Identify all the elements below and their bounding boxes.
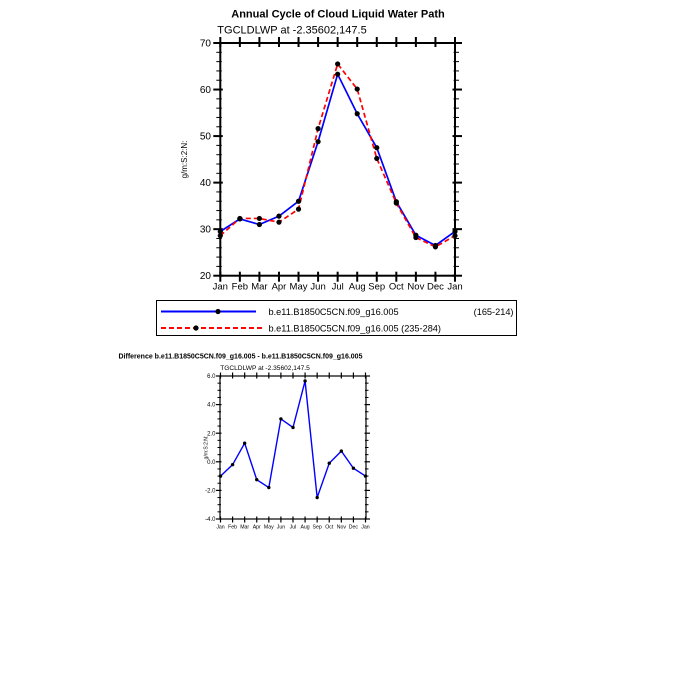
- svg-text:Jul: Jul: [331, 281, 344, 293]
- legend-entry-1-range: (165-214): [473, 307, 514, 317]
- svg-text:Mar: Mar: [240, 524, 250, 531]
- diff-chart-title: Difference b.e11.B1850C5CN.f09_g16.005 - b.e11.B1850C5CN.f09_g16.005: [118, 353, 363, 361]
- svg-text:Sep: Sep: [312, 524, 322, 531]
- svg-text:20: 20: [199, 271, 211, 283]
- svg-text:Dec: Dec: [348, 524, 359, 531]
- svg-text:Jan: Jan: [447, 281, 463, 293]
- svg-text:50: 50: [199, 131, 211, 143]
- svg-text:Jul: Jul: [289, 524, 297, 531]
- svg-text:Jan: Jan: [212, 281, 228, 293]
- svg-text:2.0: 2.0: [207, 431, 216, 438]
- svg-text:Jan: Jan: [216, 524, 225, 531]
- svg-text:Aug: Aug: [300, 524, 310, 531]
- svg-text:Sep: Sep: [368, 281, 386, 293]
- legend-entry-2-label: b.e11.B1850C5CN.f09_g16.005 (235-284): [268, 323, 441, 334]
- svg-text:Nov: Nov: [336, 524, 346, 531]
- legend-line-samples: [161, 309, 265, 331]
- svg-text:4.0: 4.0: [207, 402, 216, 409]
- svg-text:60: 60: [199, 85, 211, 97]
- svg-text:Oct: Oct: [388, 281, 404, 293]
- diff-chart-plot: [205, 373, 370, 531]
- svg-text:Dec: Dec: [426, 281, 444, 293]
- svg-text:-2.0: -2.0: [205, 488, 216, 495]
- svg-text:May: May: [289, 281, 308, 293]
- main-y-axis-label: g/m:S:2:N:: [180, 140, 189, 179]
- svg-text:Feb: Feb: [231, 281, 249, 293]
- svg-text:Nov: Nov: [407, 281, 425, 293]
- svg-text:Jun: Jun: [276, 524, 286, 531]
- diff-y-axis-label: g/m:S:2:N:: [203, 435, 210, 460]
- legend-entry-1-label: b.e11.B1850C5CN.f09_g16.005: [268, 307, 399, 317]
- main-chart-plot: [200, 37, 463, 293]
- svg-text:Oct: Oct: [325, 524, 334, 531]
- svg-text:Jan: Jan: [361, 524, 370, 531]
- diff-chart-subtitle: TGCLDLWP at -2.35602,147.5: [220, 365, 310, 372]
- legend: [157, 301, 517, 336]
- svg-text:Apr: Apr: [252, 524, 261, 531]
- svg-text:Jun: Jun: [310, 281, 326, 293]
- svg-text:Feb: Feb: [228, 524, 238, 531]
- svg-text:-4.0: -4.0: [205, 517, 216, 524]
- main-chart-subtitle: TGCLDLWP at -2.35602,147.5: [217, 24, 367, 37]
- svg-text:0.0: 0.0: [207, 459, 216, 466]
- svg-text:Aug: Aug: [348, 281, 366, 293]
- svg-text:Apr: Apr: [271, 281, 287, 293]
- svg-text:40: 40: [199, 178, 211, 190]
- svg-text:30: 30: [199, 224, 211, 236]
- svg-text:Mar: Mar: [251, 281, 268, 293]
- svg-text:6.0: 6.0: [207, 374, 216, 381]
- svg-text:May: May: [263, 524, 274, 531]
- svg-text:70: 70: [199, 38, 211, 50]
- main-chart-title: Annual Cycle of Cloud Liquid Water Path: [231, 8, 445, 21]
